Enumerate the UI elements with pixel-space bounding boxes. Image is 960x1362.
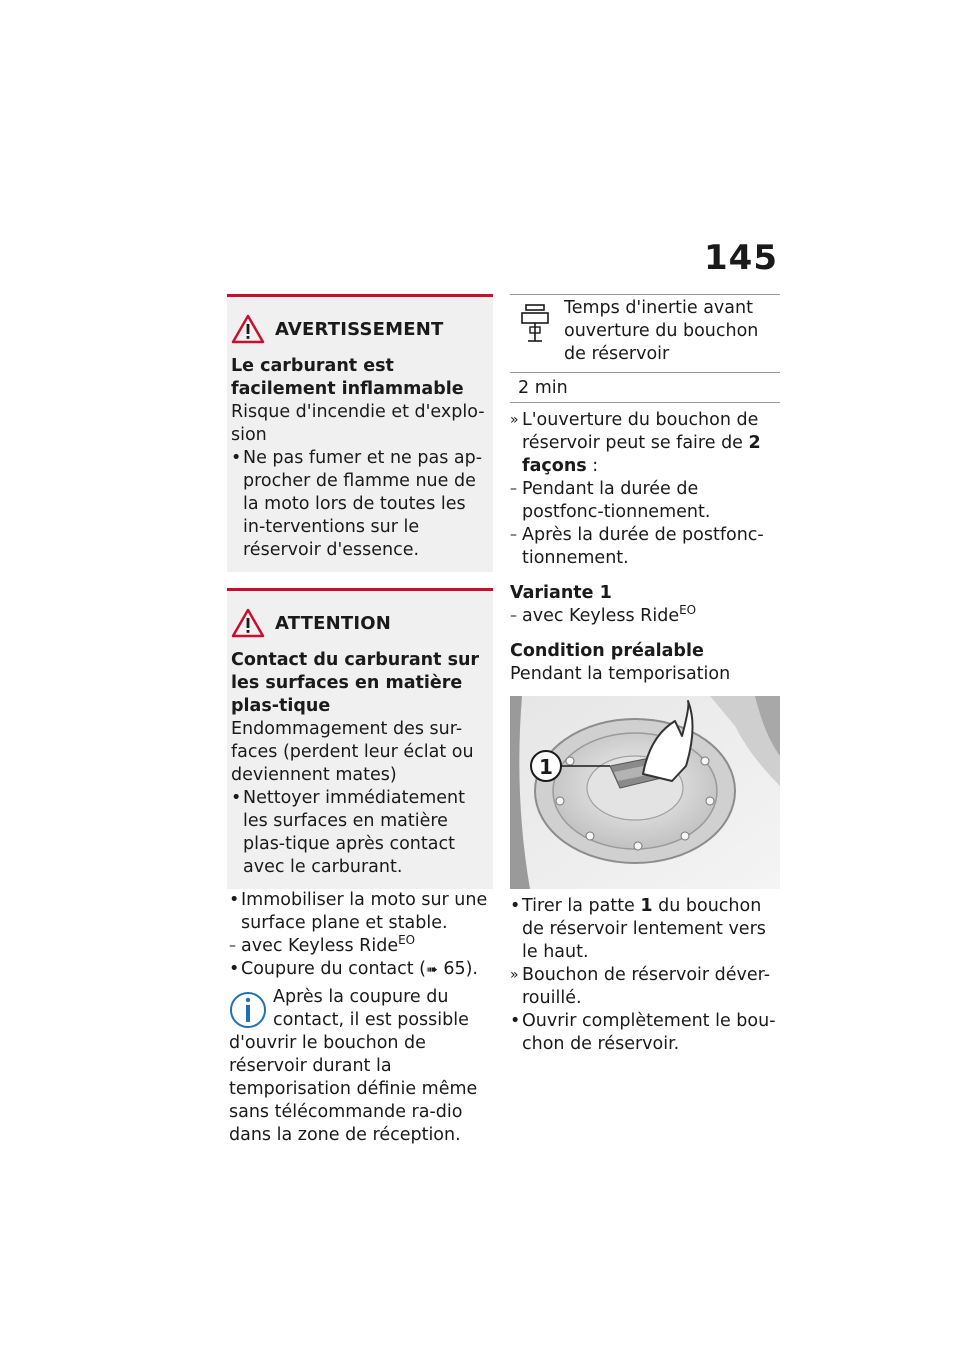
option-keyless-ride — [229, 935, 491, 958]
right-steps — [510, 409, 780, 570]
fuel-cap-figure — [510, 696, 780, 889]
spec-table — [510, 294, 780, 403]
attention-risk: Endommagement des sur-faces (perdent leur éclat ou deviennent mates) — [231, 719, 474, 785]
attention-label: ATTENTION — [275, 612, 392, 634]
page-ref-arrow-icon: ➠ — [426, 962, 438, 978]
step-ignition-suffix: ). — [465, 959, 478, 979]
warning-label: AVERTISSEMENT — [275, 318, 444, 340]
step-pull-tab-suffix: du bouchon de réservoir lentement vers le haut. — [522, 896, 766, 962]
right-steps-2 — [510, 895, 780, 1056]
way-after-afterrun: – Après la durée de postfonc-tionnement. — [510, 524, 780, 570]
result-two-ways-suffix: : — [586, 456, 599, 476]
variant-option-superscript: EO — [679, 603, 697, 618]
warning-triangle-icon — [231, 314, 265, 344]
warning-box — [227, 294, 493, 572]
attention-action: • Nettoyer immédiatement les surfaces en matière plas-tique après contact avec le carburant. — [231, 787, 489, 879]
spec-label: Temps d'inertie avant ouverture du bouchon de réservoir — [564, 298, 759, 364]
option-text: avec Keyless Ride — [241, 936, 399, 956]
step-pull-tab-ref: 1 — [640, 896, 653, 916]
step-pull-tab — [510, 895, 780, 964]
result-two-ways — [510, 409, 780, 478]
page-ref-link[interactable]: 65 — [443, 959, 466, 979]
warning-headline: Le carburant est facilement inflammable — [231, 356, 464, 399]
variant-option-text: avec Keyless Ride — [522, 606, 680, 626]
spec-value: 2 min — [518, 378, 568, 398]
precondition-text: Pendant la temporisation — [510, 664, 731, 684]
attention-triangle-icon — [231, 608, 265, 638]
way-during-afterrun: – Pendant la durée de postfonc-tionnement. — [510, 478, 780, 524]
result-cap-unlocked: » Bouchon de réservoir déver-rouillé. — [510, 964, 780, 1010]
result-two-ways-bold: 2 façons — [522, 433, 761, 476]
variant-option — [510, 605, 780, 628]
attention-box — [227, 588, 493, 889]
attention-header — [231, 605, 489, 641]
variant-title: Variante 1 — [510, 583, 612, 603]
step-pull-tab-text: Tirer la patte — [522, 896, 641, 916]
right-column — [510, 294, 780, 1056]
left-steps — [229, 889, 491, 982]
figure-callout-1: 1 — [539, 755, 553, 779]
result-two-ways-text: L'ouverture du bouchon de réservoir peut se faire de — [522, 410, 759, 453]
warning-header — [231, 311, 489, 347]
tool-spec-icon — [516, 301, 554, 347]
step-ignition-off — [229, 958, 491, 982]
step-park-motorcycle: • Immobiliser la moto sur une surface plane et stable. — [229, 889, 491, 935]
warning-action: • Ne pas fumer et ne pas ap-procher de flamme nue de la moto lors de toutes les in-terventions sur le réservoir d'essence. — [231, 447, 489, 562]
info-note-text: Après la coupure du contact, il est possible d'ouvrir le bouchon de réservoir durant la temporisation définie même sans télécommande ra-dio dans la zone de réception. — [229, 987, 478, 1145]
step-ignition-text: Coupure du contact ( — [241, 959, 426, 979]
spec-header — [510, 295, 780, 373]
info-icon — [229, 988, 267, 1030]
page-number: 145 — [704, 238, 778, 278]
warning-risk: Risque d'incendie et d'explo-sion — [231, 402, 485, 445]
option-superscript: EO — [398, 933, 416, 948]
info-note — [229, 986, 491, 1147]
left-column — [229, 294, 491, 1147]
step-open-cap: • Ouvrir complètement le bou-chon de réservoir. — [510, 1010, 780, 1056]
attention-headline: Contact du carburant sur les surfaces en matière plas-tique — [231, 650, 480, 716]
precondition-title: Condition préalable — [510, 641, 704, 661]
